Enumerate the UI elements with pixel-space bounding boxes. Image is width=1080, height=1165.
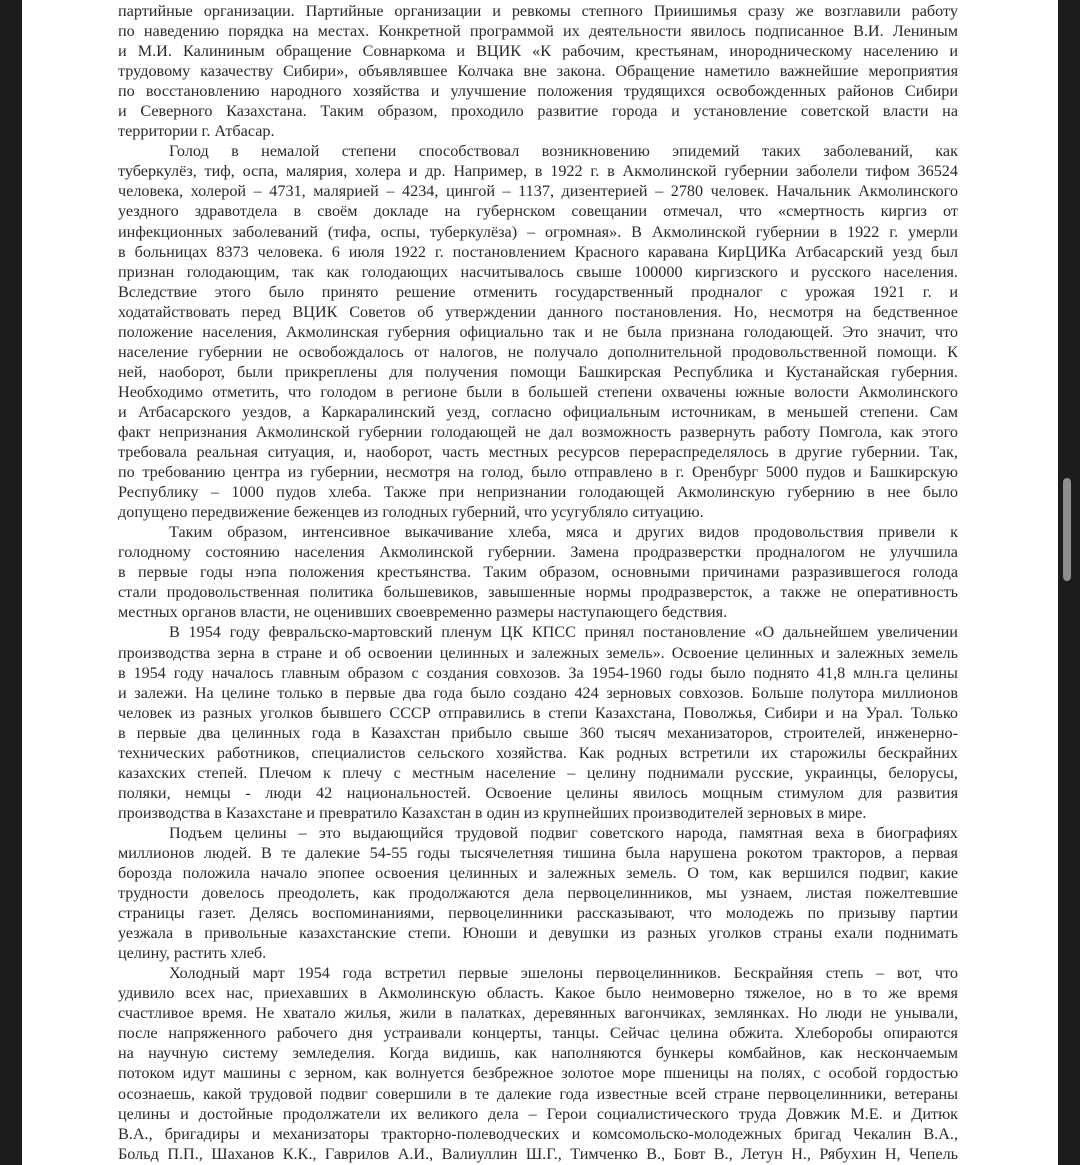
text-line: целину, растить хлеб. <box>118 944 267 963</box>
text-line: ходатайствовать перед ВЦИК Советов об утверждении данного постановления. Но, несмотря на бедственное <box>118 302 958 321</box>
text-line: инфекционных заболеваний (тифа, оспы, туберкулёза) – огромная». В Акмолинской губернии в 1922 г. умерли <box>118 222 958 241</box>
text-line: туберкулёз, тиф, оспа, малярия, холера и др. Например, в 1922 г. в Акмолинской губернии заболели тифом 36524 <box>118 162 958 181</box>
text-line: факт непризнания Акмолинской губернии голодающей не дал возможность развернуть работу Помгола, как этого <box>118 422 958 441</box>
text-line: допущено передвижение беженцев из голодных губерний, что усугубляло ситуацию. <box>118 503 704 522</box>
text-line: миллионов людей. В те далекие 54-55 годы тысячелетняя тишина была нарушена рокотом тракторов, а первая <box>118 843 958 862</box>
text-line: после напряженного рабочего дня устраивали концерты, танцы. Сейчас целина обжита. Хлеборобы опираются <box>118 1024 958 1043</box>
text-line: и М.И. Калининым обращение Совнаркома и ВЦИК «К рабочим, крестьянам, инородническому населению и <box>118 42 959 61</box>
text-line: технических работников, специалистов сельского хозяйства. Как родных встретили их старожилы бескрайних <box>118 743 958 762</box>
text-line: поляки, немцы - люди 42 национальностей. Освоение целины явилось мощным стимулом для развития <box>118 783 959 802</box>
text-line: Больд П.П., Шаханов К.К., Гаврилов А.И., Валиуллин Ш.Г., Тимченко В., Бовт В., Летун Н., Рябухин Н, Чепель <box>118 1144 959 1163</box>
text-line: положение населения, Акмолинская губерния официально так и не была признана голодающей. Это значит, что <box>118 322 958 341</box>
text-line: требовала реальная ситуация, и, наоборот, часть местных ресурсов перераспределялось в другие губернии. Так, <box>118 443 958 462</box>
text-line: осознаешь, какой трудовой подвиг совершили в те далекие года известные всей стране первоцелинники, ветераны <box>118 1084 959 1103</box>
text-line: стали продовольственная политика большевиков, завышенные нормы продразверсток, а также не оперативность <box>118 583 959 602</box>
document-page <box>22 0 1058 1165</box>
scrollbar-track[interactable] <box>1058 0 1080 1165</box>
text-line: по восстановлению народного хозяйства и улучшение положения трудящихся освобожденных районов Сибири <box>118 82 959 101</box>
text-line: страницы газет. Делясь воспоминаниями, первоцелинники рассказывают, что молодежь по призыву партии <box>118 904 958 923</box>
paragraph <box>118 823 958 963</box>
text-line: Таким образом, интенсивное выкачивание хлеба, мяса и других видов продовольствия привели к <box>169 523 958 542</box>
text-line: ней, наоборот, были прикреплены для получения помощи Башкирская Республика и Кустанайская губерния. <box>118 362 958 381</box>
text-line: казахских степей. Плечом к плечу с местным население – целину поднимали русские, украинцы, белорусы, <box>118 763 958 782</box>
text-line: уезжала в привольные казахстанские степи. Юноши и девушки из разных уголков страны ехали поднимать <box>118 924 959 943</box>
paragraph <box>118 141 958 522</box>
text-line: счастливое время. Не хватало жилья, жили в палатках, деревянных вагончиках, землянках. Но люди не унывали, <box>118 1004 959 1023</box>
text-line: на научную систему земледелия. Когда видишь, как наполняются бункеры комбайнов, как нескончаемым <box>118 1044 958 1063</box>
text-line: в 1954 году началось главным образом с создания совхозов. За 1954-1960 годы было поднято 41,8 млн.га целины <box>118 663 958 682</box>
text-line: уездного здравотдела в своём докладе на губернском совещании отмечал, что «смертность киргиз от <box>118 202 958 221</box>
text-line: В.А., бригадиры и механизаторы тракторно-полеводческих и комсомольско-молодежных бригад Чекалин В.А., <box>118 1124 959 1143</box>
text-line: трудовому казачеству Сибири», объявлявшее Колчака вне закона. Обращение наметило важнейшие мероприятия <box>118 62 959 81</box>
text-line: трудности довелось преодолеть, как продолжаются дела первоцелинников, мы узнаем, листая пожелтевшие <box>118 884 958 903</box>
paragraph <box>118 622 958 822</box>
text-line: партийные организации. Партийные организации и ревкомы степного Приишимья сразу же возглавили работу <box>118 2 958 20</box>
text-line: в больницах 8373 человека. 6 июля 1922 г. постановлением Красного каравана КирЦИКа Атбасарский уезд был <box>118 242 959 261</box>
text-line: борозда положила начало эпопее освоения целинных и залежных земель. О том, как вершился подвиг, какие <box>118 864 959 883</box>
text-line: Голод в немалой степени способствовал возникновению эпидемий таких заболеваний, как <box>169 142 958 161</box>
text-line: и Северного Казахстана. Таким образом, проходило развитие города и установление советской власти на <box>118 102 959 121</box>
text-line: человека, холерой – 4731, малярией – 4234, цингой – 1137, дизентерией – 2780 человек. Начальник Акмолинского <box>118 182 958 201</box>
text-line: Вследствие этого было принято решение отменить государственный продналог с урожая 1921 г. и <box>118 282 959 301</box>
text-line: в первые два целинных года в Казахстан прибыло свыше 360 тысяч механизаторов, строителей, инженерно- <box>118 723 959 742</box>
text-line: по требованию центра из губернии, несмотря на голод, было отправлено в г. Оренбург 5000 пудов и Башкирскую <box>118 463 959 482</box>
text-line: потоком идут машины с зерном, как волнуется безбрежное золотое море пшеницы на полях, с особой гордостью <box>118 1064 959 1083</box>
text-line: по наведению порядка на местах. Конкретной программой их деятельности явилось подписанное В.И. Лениным <box>118 22 958 41</box>
text-line: признан голодающим, так как голодающих насчитывалось свыше 100000 киргизского и русского населения. <box>118 262 958 281</box>
text-line: Подъем целины – это выдающийся трудовой подвиг советского народа, памятная веха в биографиях <box>169 823 958 842</box>
paragraph <box>118 522 958 622</box>
text-line: местных органов власти, не оценивших своевременно размеры наступающего бедствия. <box>118 603 728 622</box>
text-line: Республику – 1000 пудов хлеба. Также при непризнании голодающей Акмолинскую губернию в нее было <box>118 483 959 502</box>
text-line: Необходимо отметить, что голодом в регионе были в большей степени охвачены южные волости Акмолинского <box>118 382 958 401</box>
text-line: голодному состоянию населения Акмолинской губернии. Замена продразверстки продналогом не улучшила <box>118 543 958 562</box>
text-line: и Атбасарского уездов, а Каркаралинский уезд, согласно официальным источникам, в меньшей степени. Сам <box>118 402 958 421</box>
text-line: В 1954 году февральско-мартовский пленум ЦК КПСС принял постановление «О дальнейшем увеличении <box>169 623 958 642</box>
paragraph <box>118 963 958 1163</box>
text-line: территории г. Атбасар. <box>118 122 275 141</box>
text-line: в первые годы нэпа положения крестьянства. Таким образом, основными причинами разразившегося голода <box>118 563 959 582</box>
text-line: производства в Казахстане и превратило Казахстан в один из крупнейших производителей зерновых в мире. <box>118 803 867 822</box>
scrollbar-thumb[interactable] <box>1063 478 1071 581</box>
text-line: целины и достойные продолжатели их великого дела – Герои социалистического труда Довжик М.Е. и Дитюк <box>118 1104 959 1123</box>
text-line: человек из разных уголков бывшего СССР отправились в степи Казахстана, Поволжья, Сибири и на Урал. Только <box>118 703 959 722</box>
text-line: и залежи. На целине только в первые два года было создано 424 зерновых совхозов. Больше полутора миллионов <box>118 683 958 702</box>
text-line: удивило всех нас, приехавших в Акмолинскую область. Какое было неимоверно тяжелое, но в то же время <box>118 984 958 1003</box>
text-line: Холодный март 1954 года встретил первые эшелоны первоцелинников. Бескрайняя степь – вот, что <box>169 964 959 983</box>
document-text <box>118 1 958 1164</box>
paragraph <box>118 1 958 141</box>
text-line: производства зерна в стране и об освоении целинных и залежных земель». Освоение целинных и залежных земель <box>118 643 959 662</box>
text-line: население губернии не освобождалось от налогов, не получало дополнительной продовольственной помощи. К <box>118 342 958 361</box>
